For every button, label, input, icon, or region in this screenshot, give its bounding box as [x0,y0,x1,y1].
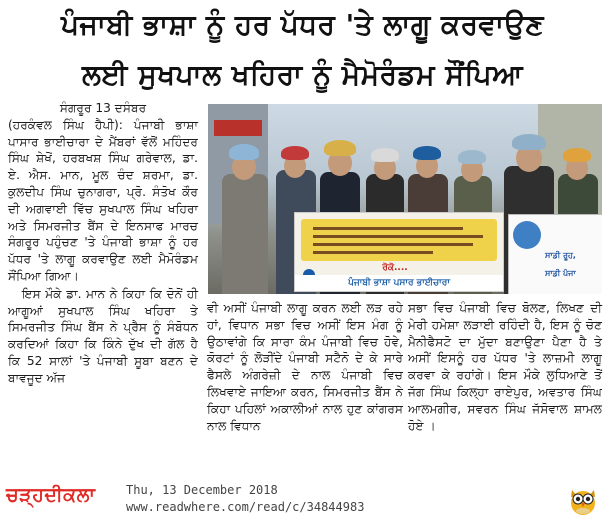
photo-turban [512,134,546,150]
protest-banner [294,212,504,292]
article-column-right [408,300,602,434]
article-paragraph-3: ਵੀ ਅਸੀਂ ਪੰਜਾਬੀ ਲਾਗੂ ਕਰਨ ਲਈ ਲੜ ਰਹੇ ਹਾਂ, ਵਿਧਾਨ ਸਭਾ ਵਿਚ ਅਸੀਂ ਇਸ ਮੰਗ ਨੂੰ ਉਠਾਵਾਂਗੇ ਕਿ ਸਾਰਾ ਕੰਮ ਪੰਜਾਬੀ ਵਿਚ ਹੋਵੇ, ਕੋਰਟਾਂ ਨੂੰ ਲੋੜੀਂਦੇ ਪੰਜਾਬੀ ਸਟੈਨੋ ਦੇ ਕੇ ਸਾਰੇ ਫੈਸਲੇ ਅੰਗਰੇਜ਼ੀ ਦੇ ਨਾਲ ਪੰਜਾਬੀ ਵਿਚ ਲਿਖਵਾਏ ਜਾਇਆ ਕਰਨ, ਸਿਮਰਜੀਤ ਬੈਂਸ ਨੇ ਕਿਹਾ ਪਹਿਲਾਂ ਅਕਾਲੀਆਂ ਨਾਲ ਹੁਣ ਕਾਂਗਰਸ ਨਾਲ ਵਿਧਾਨ [207,301,403,433]
owl-icon[interactable] [568,484,598,516]
banner-yellow-panel [301,219,497,261]
news-photo [208,104,602,294]
photo-turban [458,150,486,164]
banner-caption: ਪੰਜਾਬੀ ਭਾਸ਼ਾ ਪਸਾਰ ਭਾਈਚਾਰਾ [295,275,503,291]
banner2-line-1: ਸਾਡੀ ਰੂਹ, [545,251,576,260]
banner-logo-icon [513,221,541,249]
photo-turban [563,148,591,162]
photo-turban [413,146,441,160]
newspaper-logo: ਚੜ੍ਹਦੀਕਲਾ [6,484,96,506]
banner-red-text: ਰੋਕੋ.... [382,263,408,273]
article-paragraph-1: (ਹਰਕੰਵਲ ਸਿੰਘ ਹੈਪੀ): ਪੰਜਾਬੀ ਭਾਸ਼ਾ ਪਾਸਾਰ ਭਾਈਚਾਰਾ ਦੇ ਮੈਂਬਰਾਂ ਵੱਲੋਂ ਮਹਿੰਦਰ ਸਿੰਘ ਸ਼ੇਖੋਂ, ਹਰਬਖਸ਼ ਸਿੰਘ ਗਰੇਵਾਲ, ਡਾ. ਏ. ਐਸ. ਮਾਨ, ਮੂਲ ਚੰਦ ਸ਼ਰਮਾ, ਡਾ. ਕੁਲਦੀਪ ਸਿੰਘ ਚੁਨਾਗਰਾ, ਪ੍ਰੋ. ਸੰਤੋਖ ਕੌਰ ਦੀ ਅਗਵਾਈ ਵਿੱਚ ਸੁਖਪਾਲ ਸਿੰਘ ਖਹਿਰਾ ਅਤੇ ਸਿਮਰਜੀਤ ਬੈਂਸ ਦੇ ਇਨਸਾਫ ਮਾਰਚ ਸੰਗਰੂਰ ਪਹੁੰਚਣ 'ਤੇ ਪੰਜਾਬੀ ਭਾਸ਼ਾ ਨੂੰ ਹਰ ਪੱਧਰ 'ਤੇ ਲਾਗੂ ਕਰਵਾਉਣ ਲਈ ਮੈਮੋਰੰਡਮ ਸੌਂਪਿਆ ਗਿਆ। [8,117,198,283]
article-paragraph-2: ਇਸ ਮੌਕੇ ਡਾ. ਮਾਨ ਨੇ ਕਿਹਾ ਕਿ ਦੋਨੋਂ ਹੀ ਆਗੂਆਂ ਸੁਖਪਾਲ ਸਿੰਘ ਖਹਿਰਾ ਤੇ ਸਿਮਰਜੀਤ ਸਿੰਘ ਬੈਂਸ ਨੇ ਪ੍ਰੈਸ ਨੂੰ ਸੰਬੋਧਨ ਕਰਦਿਆਂ ਕਿਹਾ ਕਿ ਕਿੰਨੇ ਦੁੱਖ ਦੀ ਗੱਲ ਹੈ ਕਿ 52 ਸਾਲਾਂ 'ਤੇ ਪੰਜਾਬੀ ਸੂਬਾ ਬਣਨ ਦੇ ਬਾਵਜੂਦ ਅੱਜ [8,286,198,385]
article-paragraph-4: ਸਭਾ ਵਿਚ ਪੰਜਾਬੀ ਵਿਚ ਬੋਲਣ, ਲਿਖਣ ਦੀ ਮੇਰੀ ਹਮੇਸ਼ਾ ਲੜਾਈ ਰਹਿੰਦੀ ਹੈ, ਇਸ ਨੂੰ ਚੋਣ ਮੈਨੀਫੈਸਟੋ ਦਾ ਮੁੱਦਾ ਬਣਾਉਣਾ ਪੈਣਾ ਹੈ ਤੇ ਅਸੀਂ ਇਸਨੂੰ ਹਰ ਪੱਧਰ 'ਤੇ ਲਾਜ਼ਮੀ ਲਾਗੂ ਕਰਵਾ ਕੇ ਰਹਾਂਗੇ। ਇਸ ਮੌਕੇ ਲੁਧਿਆਣੇ ਤੋਂ ਜੱਗ ਸਿੰਘ ਕਿਲ੍ਹਾ ਰਾਏਪੁਰ, ਅਵਤਾਰ ਸਿੰਘ ਆਲਮਗੀਰ, ਸਵਰਨ ਸਿੰਘ ਜੱਸੋਵਾਲ ਸ਼ਾਮਲ ਹੋਏ । [408,301,602,433]
banner2-line-2: ਸਾਡੀ ਪੰਜਾ [545,269,576,278]
protest-banner-right [508,214,602,294]
footer-date: Thu, 13 December 2018 [126,483,278,497]
photo-turban [324,140,356,156]
photo-turban [371,148,399,162]
article-column-left [8,100,198,387]
photo-shop-sign [214,120,262,136]
headline-line-2: ਲਈ ਸੁਖਪਾਲ ਖਹਿਰਾ ਨੂੰ ਮੈਮੋਰੰਡਮ ਸੌਂਪਿਆ [81,58,524,91]
headline-line-1: ਪੰਜਾਬੀ ਭਾਸ਼ਾ ਨੂੰ ਹਰ ਪੱਧਰ 'ਤੇ ਲਾਗੂ ਕਰਵਾਉਣ [60,8,544,41]
photo-person [222,174,268,294]
article-column-middle [207,300,403,434]
photo-turban [281,146,309,160]
photo-turban [229,144,259,160]
footer-url-link[interactable]: www.readwhere.com/read/c/34844983 [126,500,365,514]
dateline: ਸੰਗਰੂਰ 13 ਦਸੰਬਰ [59,101,147,115]
